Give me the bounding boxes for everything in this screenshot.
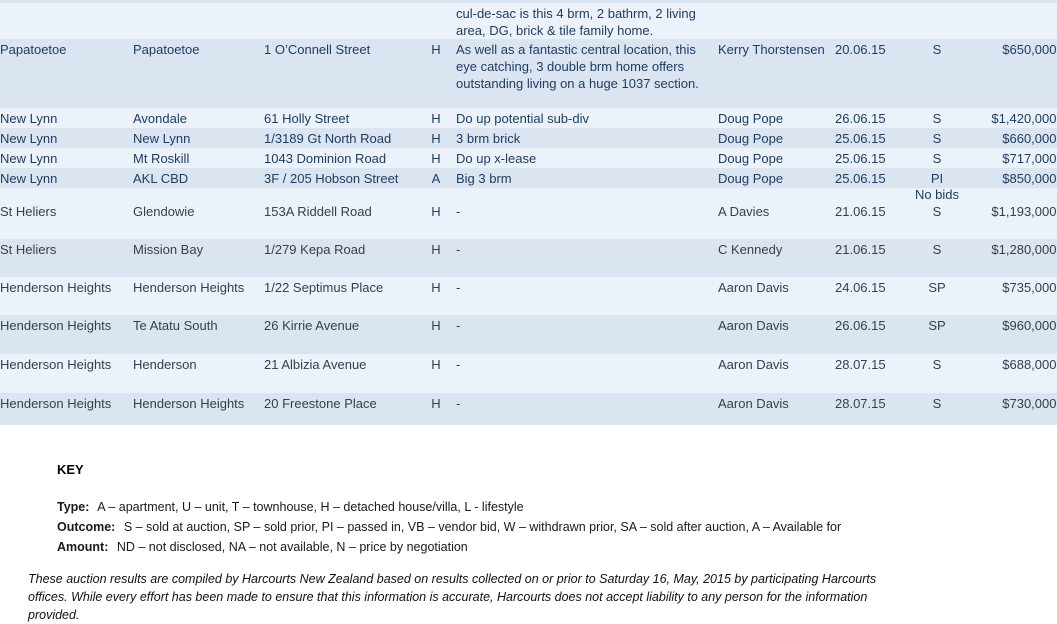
cell-date: 26.06.15 xyxy=(835,318,886,333)
cell-agent xyxy=(718,2,835,40)
cell-type: H xyxy=(431,280,441,295)
cell-agent: Doug Pope xyxy=(718,151,784,166)
cell-address xyxy=(264,188,416,201)
cell-amount: $717,000 xyxy=(1002,151,1057,166)
cell-amount: $730,000 xyxy=(1002,396,1057,411)
cell-address: 1/22 Septimus Place xyxy=(264,280,384,295)
key-text-type: A – apartment, U – unit, T – townhouse, H – detached house/villa, L - lifestyle xyxy=(94,500,524,514)
cell-agent: Doug Pope xyxy=(718,111,784,126)
cell-outcome xyxy=(902,2,972,40)
key-line-outcome xyxy=(57,517,1057,537)
cell-suburb: Mission Bay xyxy=(133,242,204,257)
cell-amount: $735,000 xyxy=(1002,280,1057,295)
cell-office: Henderson Heights xyxy=(0,318,112,333)
cell-type: H xyxy=(431,396,441,411)
key-section xyxy=(57,462,1057,557)
cell-agent: Aaron Davis xyxy=(718,280,789,295)
cell-office xyxy=(0,2,133,40)
key-label-type: Type: xyxy=(57,500,90,514)
cell-outcome: S xyxy=(932,357,942,372)
cell-outcome: S xyxy=(932,151,942,166)
cell-address: 1 O’Connell Street xyxy=(264,42,371,57)
cell-suburb: Henderson Heights xyxy=(133,396,245,411)
table-row xyxy=(0,108,1057,128)
cell-date: 25.06.15 xyxy=(835,171,886,186)
cell-suburb xyxy=(133,188,264,201)
cell-suburb: Henderson xyxy=(133,357,197,372)
cell-desc: Do up x-lease xyxy=(456,151,537,166)
key-text-outcome: S – sold at auction, SP – sold prior, PI – passed in, VB – vendor bid, W – withdrawn prior, SA – sold after auction, A – Available for xyxy=(120,520,842,534)
cell-amount: $960,000 xyxy=(1002,318,1057,333)
cell-type: H xyxy=(431,318,441,333)
cell-office: New Lynn xyxy=(0,171,58,186)
cell-outcome: S xyxy=(932,111,942,126)
table-row xyxy=(0,239,1057,277)
cell-date xyxy=(835,188,902,201)
cell-amount: $850,000 xyxy=(1002,171,1057,186)
cell-office: Henderson Heights xyxy=(0,396,112,411)
cell-suburb: New Lynn xyxy=(133,131,191,146)
cell-type: H xyxy=(431,111,441,126)
cell-desc: 3 brm brick xyxy=(456,131,521,146)
cell-desc: cul-de-sac is this 4 brm, 2 bathrm, 2 living area, DG, brick & tile family home. xyxy=(456,6,696,38)
cell-agent: Aaron Davis xyxy=(718,318,789,333)
cell-type: H xyxy=(431,42,441,57)
cell-amount: $1,280,000 xyxy=(991,242,1057,257)
cell-address: 153A Riddell Road xyxy=(264,204,372,219)
cell-desc: As well as a fantastic central location, this eye catching, 3 double brm home offers outstanding living on a huge 1037 section. xyxy=(456,42,699,91)
cell-office: Henderson Heights xyxy=(0,357,112,372)
cell-agent: Kerry Thorstensen xyxy=(718,42,825,57)
cell-outcome: No bids xyxy=(914,188,960,201)
cell-suburb: AKL CBD xyxy=(133,171,189,186)
cell-amount xyxy=(972,188,1057,201)
auction-results-table-body xyxy=(0,2,1057,426)
cell-agent xyxy=(718,188,835,201)
cell-outcome: SP xyxy=(928,318,946,333)
cell-date: 26.06.15 xyxy=(835,111,886,126)
cell-type: H xyxy=(431,204,441,219)
table-row xyxy=(0,39,1057,108)
key-text-amount: ND – not disclosed, NA – not available, N – price by negotiation xyxy=(113,540,468,554)
cell-outcome: S xyxy=(932,131,942,146)
table-row xyxy=(0,2,1057,40)
table-row xyxy=(0,315,1057,354)
cell-outcome: S xyxy=(932,42,942,57)
cell-type: H xyxy=(431,242,441,257)
cell-outcome: S xyxy=(932,242,942,257)
cell-desc: - xyxy=(456,280,461,295)
cell-desc: - xyxy=(456,242,461,257)
cell-agent: Aaron Davis xyxy=(718,357,789,372)
cell-outcome: S xyxy=(932,204,942,219)
key-label-amount: Amount: xyxy=(57,540,109,554)
cell-desc: - xyxy=(456,318,461,333)
cell-amount: $688,000 xyxy=(1002,357,1057,372)
cell-amount: $1,193,000 xyxy=(991,204,1057,219)
key-label-outcome: Outcome: xyxy=(57,520,116,534)
cell-address: 1/279 Kepa Road xyxy=(264,242,366,257)
cell-suburb: Henderson Heights xyxy=(133,280,245,295)
cell-date: 21.06.15 xyxy=(835,242,886,257)
cell-desc: Do up potential sub-div xyxy=(456,111,589,126)
cell-office: Henderson Heights xyxy=(0,280,112,295)
cell-address xyxy=(264,2,416,40)
cell-date: 25.06.15 xyxy=(835,131,886,146)
cell-office: St Heliers xyxy=(0,242,57,257)
cell-address: 1/3189 Gt North Road xyxy=(264,131,392,146)
table-row xyxy=(0,188,1057,201)
cell-type: H xyxy=(431,357,441,372)
cell-desc: - xyxy=(456,204,461,219)
cell-suburb: Papatoetoe xyxy=(133,42,200,57)
cell-office: St Heliers xyxy=(0,204,57,219)
cell-address: 61 Holly Street xyxy=(264,111,350,126)
cell-amount: $660,000 xyxy=(1002,131,1057,146)
cell-desc: - xyxy=(456,357,461,372)
cell-outcome: SP xyxy=(928,280,946,295)
table-row xyxy=(0,168,1057,188)
disclaimer-text: These auction results are compiled by Harcourts New Zealand based on results collected on or prior to Saturday 16, May, 2015 by participating Harcourts offices. While every effort has been made to ensure that this information is accurate, Harcourts does not accept liability to any person for the information provided. xyxy=(28,572,877,622)
table-row xyxy=(0,128,1057,148)
cell-date: 21.06.15 xyxy=(835,204,886,219)
cell-address: 26 Kirrie Avenue xyxy=(264,318,360,333)
table-row xyxy=(0,277,1057,315)
table-row xyxy=(0,354,1057,393)
cell-date: 24.06.15 xyxy=(835,280,886,295)
cell-address: 1043 Dominion Road xyxy=(264,151,387,166)
cell-agent: Aaron Davis xyxy=(718,396,789,411)
cell-agent: Doug Pope xyxy=(718,171,784,186)
cell-desc: - xyxy=(456,396,461,411)
table-row xyxy=(0,201,1057,239)
cell-date xyxy=(835,2,902,40)
cell-amount xyxy=(972,2,1057,40)
key-line-amount xyxy=(57,537,1057,557)
cell-office: New Lynn xyxy=(0,111,58,126)
cell-office: New Lynn xyxy=(0,131,58,146)
cell-suburb: Avondale xyxy=(133,111,187,126)
cell-type: H xyxy=(431,131,441,146)
cell-amount: $1,420,000 xyxy=(991,111,1057,126)
cell-date: 25.06.15 xyxy=(835,151,886,166)
cell-type xyxy=(416,2,456,40)
cell-date: 28.07.15 xyxy=(835,357,886,372)
cell-agent: Doug Pope xyxy=(718,131,784,146)
cell-address: 3F / 205 Hobson Street xyxy=(264,171,399,186)
cell-address: 20 Freestone Place xyxy=(264,396,377,411)
cell-date: 20.06.15 xyxy=(835,42,886,57)
key-line-type xyxy=(57,497,1057,517)
table-row xyxy=(0,148,1057,168)
cell-suburb xyxy=(133,2,264,40)
cell-desc: Big 3 brm xyxy=(456,171,512,186)
cell-agent: A Davies xyxy=(718,204,770,219)
key-title: KEY xyxy=(57,462,84,477)
cell-office: New Lynn xyxy=(0,151,58,166)
cell-suburb: Glendowie xyxy=(133,204,195,219)
cell-desc xyxy=(456,188,718,201)
cell-outcome: S xyxy=(932,396,942,411)
cell-office xyxy=(0,188,133,201)
cell-type: H xyxy=(431,151,441,166)
cell-type: A xyxy=(431,171,441,186)
cell-agent: C Kennedy xyxy=(718,242,783,257)
cell-type xyxy=(416,188,456,201)
cell-outcome: PI xyxy=(930,171,944,186)
cell-suburb: Mt Roskill xyxy=(133,151,190,166)
cell-amount: $650,000 xyxy=(1002,42,1057,57)
cell-date: 28.07.15 xyxy=(835,396,886,411)
cell-suburb: Te Atatu South xyxy=(133,318,218,333)
table-row xyxy=(0,393,1057,425)
cell-address: 21 Albizia Avenue xyxy=(264,357,367,372)
cell-office: Papatoetoe xyxy=(0,42,67,57)
